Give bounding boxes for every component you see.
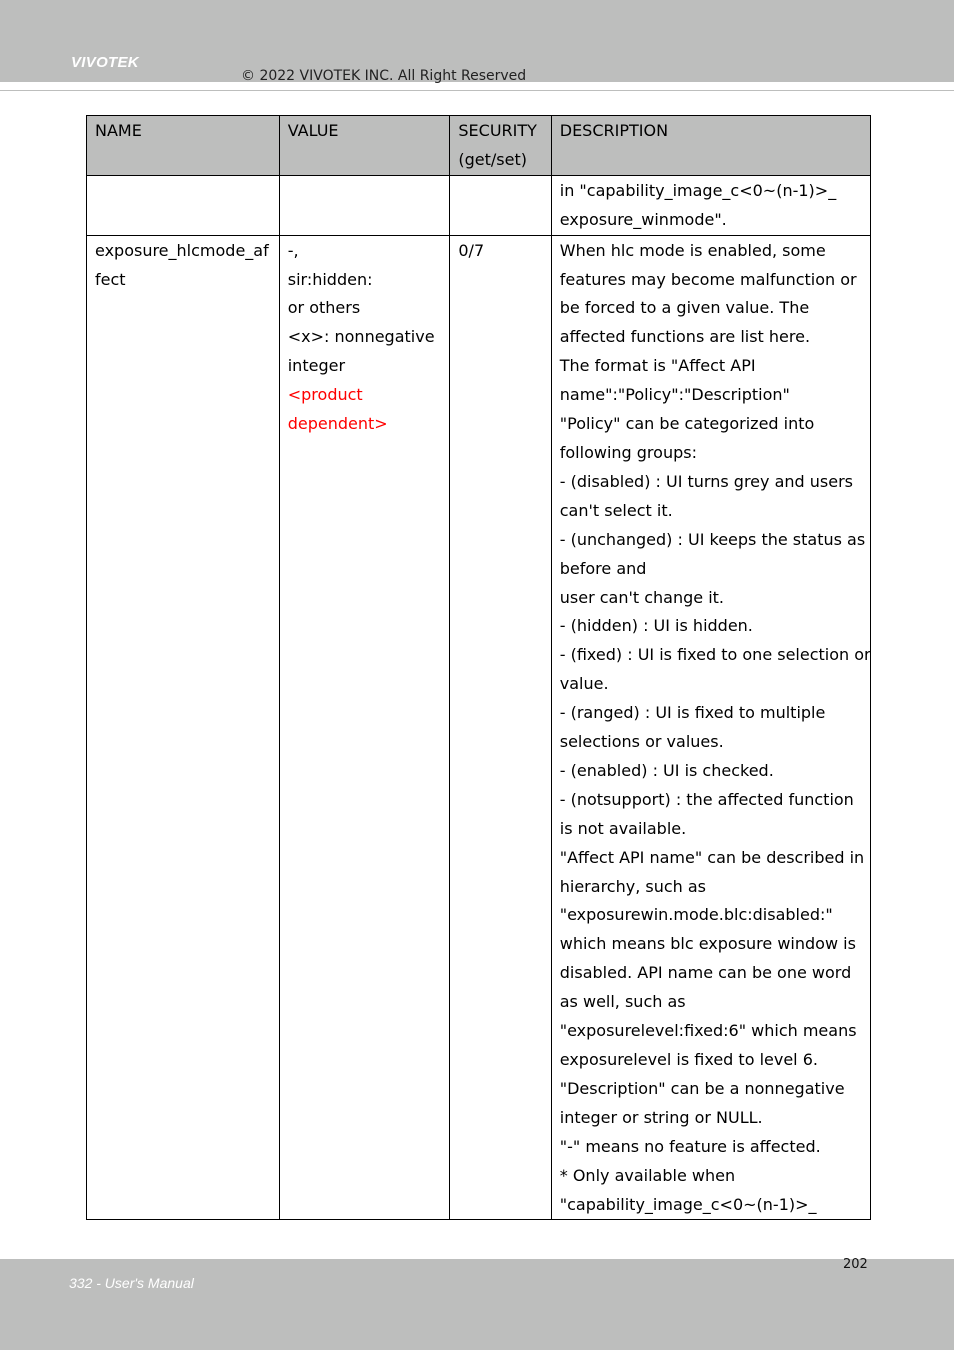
product-dependent-note: dependent> [287, 414, 388, 434]
cell-name: exposure_hlcmode_af fect [87, 235, 280, 1220]
description-line: before and [559, 558, 647, 578]
description-line: - (enabled) : UI is checked. [559, 760, 774, 780]
table-header-row [87, 116, 871, 176]
description-line: "Description" can be a nonnegative [559, 1078, 845, 1098]
description-line: "-" means no feature is affected. [559, 1136, 821, 1156]
header-security: SECURITY (get/set) [450, 116, 551, 176]
product-dependent-note: <product [287, 385, 363, 405]
cell-value [279, 175, 450, 235]
header-name: NAME [87, 116, 280, 176]
description-line: hierarchy, such as [559, 876, 707, 896]
parameter-table [86, 115, 871, 1220]
page-number: 202 [843, 1257, 868, 1272]
header-divider [0, 90, 954, 91]
description-line: following groups: [559, 442, 697, 462]
description-line: which means blc exposure window is [559, 934, 856, 954]
description-line: as well, such as [559, 992, 686, 1012]
cell-value: -, sir:hidden: or others <x>: nonnegative integer <product dependent> [279, 235, 450, 1220]
description-line: "capability_image_c<0~(n-1)>_ [559, 1194, 817, 1214]
description-line: name":"Policy":"Description" [559, 385, 790, 405]
cell-name [87, 175, 280, 235]
description-line: "exposurelevel:fixed:6" which means [559, 1021, 857, 1041]
footer-band [0, 1259, 954, 1350]
cell-description: in "capability_image_c<0~(n-1)>_ exposure_winmode". [551, 175, 870, 235]
description-line: "exposurewin.mode.blc:disabled:" [559, 905, 833, 925]
description-line: - (notsupport) : the affected function [559, 789, 854, 809]
description-line: features may become malfunction or [559, 269, 857, 289]
description-line: be forced to a given value. The [559, 298, 810, 318]
description-line: can't select it. [559, 500, 673, 520]
description-line: - (disabled) : UI turns grey and users [559, 471, 853, 491]
manual-label: 332 - User's Manual [69, 1275, 194, 1291]
description-line: disabled. API name can be one word [559, 963, 852, 983]
description-line: - (unchanged) : UI keeps the status as [559, 529, 866, 549]
description-line: "Affect API name" can be described in [559, 847, 865, 867]
description-line: integer or string or NULL. [559, 1107, 763, 1127]
description-line: The format is "Affect API [559, 356, 756, 376]
table-row [87, 175, 871, 235]
header-description: DESCRIPTION [551, 116, 870, 176]
description-line: exposurelevel is fixed to level 6. [559, 1050, 818, 1069]
description-line: When hlc mode is enabled, some [559, 240, 826, 260]
header-value: VALUE [279, 116, 450, 176]
description-line: * Only available when [559, 1165, 736, 1185]
description-line: user can't change it. [559, 587, 725, 607]
description-line: - (fixed) : UI is fixed to one selection or [559, 645, 871, 665]
table-row [87, 235, 871, 1220]
description-line: - (ranged) : UI is fixed to multiple [559, 703, 826, 723]
cell-security: 0/7 [450, 235, 551, 1220]
description-line: selections or values. [559, 732, 724, 752]
description-line: is not available. [559, 818, 687, 838]
cell-security [450, 175, 551, 235]
brand-logo-text: VIVOTEK [71, 54, 139, 71]
description-line: value. [559, 674, 609, 694]
description-line: affected functions are list here. [559, 327, 811, 347]
copyright-text: © 2022 VIVOTEK INC. All Right Reserved [241, 68, 527, 84]
description-line: "Policy" can be categorized into [559, 414, 815, 434]
description-line: - (hidden) : UI is hidden. [559, 616, 753, 636]
cell-description [551, 235, 870, 1220]
